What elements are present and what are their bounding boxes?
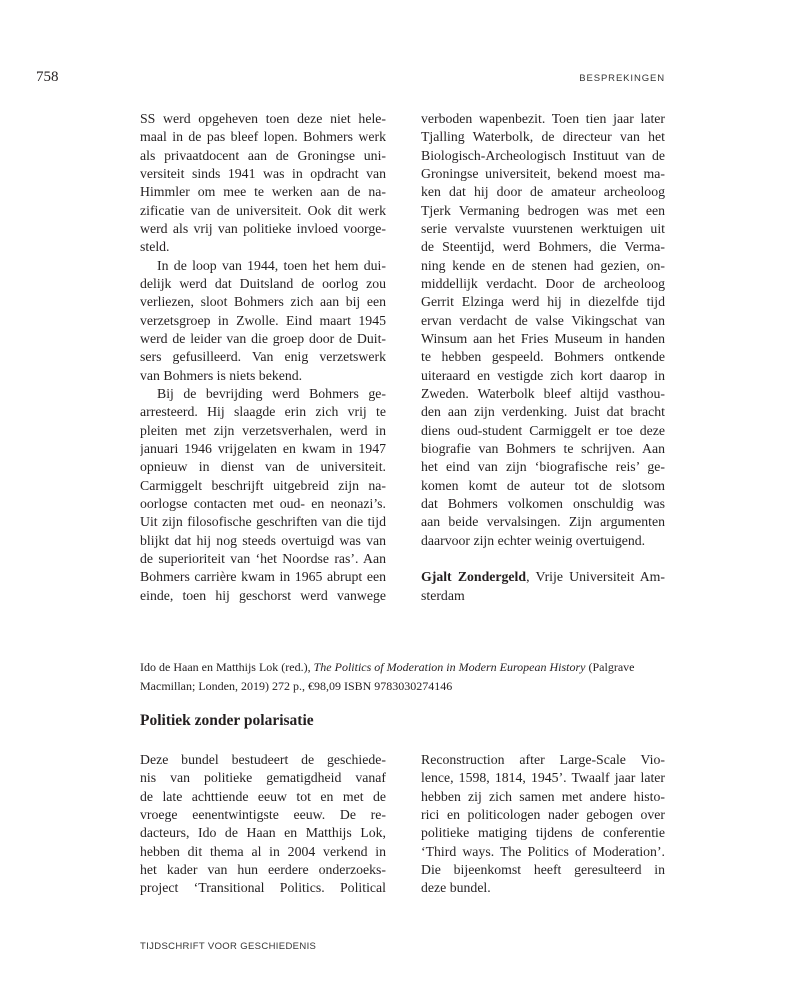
text-line: verboden wapenbezit. Toen tien jaar later bbox=[421, 111, 665, 126]
paragraph-start-line: Bij de bevrijding werd Bohmers ge- bbox=[157, 385, 386, 401]
review2-right-column bbox=[421, 751, 665, 898]
text-line: den aan zijn verdenking. Juist dat bracht bbox=[421, 404, 665, 420]
review-title: Politiek zonder polarisatie bbox=[140, 712, 314, 729]
text-line: einde, toen hij geschorst werd vanwege bbox=[140, 587, 386, 603]
text-line: ervan verdacht de valse Vikingschat van bbox=[421, 312, 665, 328]
text-line: het eind van zijn ‘biografische reis’ ge- bbox=[421, 459, 665, 475]
text-line: ‘Third ways. The Politics of Moderation’. bbox=[421, 843, 665, 859]
reviewer-affiliation: , Vrije Universiteit Am- bbox=[526, 569, 665, 585]
text-line: Gerrit Elzinga werd hij in diezelfde tijd bbox=[421, 294, 665, 310]
paragraph-gap bbox=[421, 550, 665, 568]
text-line: Reconstruction after Large-Scale Vio- bbox=[421, 752, 665, 767]
text-line: Die bijeenkomst heeft geresulteerd in bbox=[421, 861, 665, 877]
text-line: blijkt dat hij nog steeds overtuigd was van bbox=[140, 532, 386, 548]
text-line: project ‘Transitional Politics. Political bbox=[140, 880, 386, 896]
text-line: verzetsgroep in Zwolle. Eind maart 1945 bbox=[140, 312, 386, 328]
text-line: politieke matiging tijdens de conferentie bbox=[421, 825, 665, 841]
text-line: pleiten met zijn verzetsverhalen, werd in bbox=[140, 422, 386, 438]
text-line: Carmiggelt beschrijft uitgebreid zijn na- bbox=[140, 477, 386, 493]
citation-book-title: The Politics of Moderation in Modern European History bbox=[313, 660, 586, 674]
text-line: oorlogse contacten met oud- en neonazi’s. bbox=[140, 495, 386, 511]
text-line: dacteurs, Ido de Haan en Matthijs Lok, bbox=[140, 825, 386, 841]
text-line: versiteit sinds 1941 was in opdracht van bbox=[140, 165, 386, 181]
text-line: lence, 1598, 1814, 1945’. Twaalf jaar later bbox=[421, 770, 665, 786]
text-line: maal in de pas bleef lopen. Bohmers werk bbox=[140, 129, 386, 145]
text-line: serie vervalste vuurstenen werktuigen uit bbox=[421, 220, 665, 236]
running-head: BESPREKINGEN bbox=[579, 73, 665, 84]
paragraph-start-line: In de loop van 1944, toen het hem dui- bbox=[157, 257, 386, 273]
text-line: als privaatdocent aan de Groningse uni- bbox=[140, 147, 386, 163]
text-line: Himmler om mee te werken aan de na- bbox=[140, 184, 386, 200]
journal-footer: TIJDSCHRIFT VOOR GESCHIEDENIS bbox=[140, 941, 317, 952]
text-line: Tjalling Waterbolk, de directeur van het bbox=[421, 129, 665, 145]
text-line: biografie van Bohmers te schrijven. Aan bbox=[421, 440, 665, 456]
text-line: daarvoor zijn echter weinig overtuigend. bbox=[421, 532, 646, 548]
text-line: rici en politicologen nader gebogen over bbox=[421, 806, 665, 822]
text-line: aan beide vervalsingen. Zijn argumenten bbox=[421, 514, 665, 530]
reviewer-affiliation-continued: sterdam bbox=[421, 587, 465, 603]
text-line: te hebben gespeeld. Bohmers ontkende bbox=[421, 349, 665, 365]
text-line: januari 1946 vrijgelaten en kwam in 1947 bbox=[140, 440, 386, 456]
text-line: ken dat hij door de amateur archeoloog bbox=[421, 184, 665, 200]
text-line: diens oud-student Carmiggelt er toe deze bbox=[421, 422, 665, 438]
text-line: sers gefusilleerd. Van enig verzetswerk bbox=[140, 349, 386, 365]
page-number: 758 bbox=[36, 69, 59, 85]
text-line: Deze bundel bestudeert de geschiede- bbox=[140, 752, 386, 767]
text-line: ning kende en de stenen had gezien, on- bbox=[421, 257, 665, 273]
reviewer-signature bbox=[421, 568, 665, 586]
text-line: Biologisch-Archeologisch Instituut van de bbox=[421, 147, 665, 163]
text-line: Tjerk Vermaning bedrogen was met een bbox=[421, 202, 665, 218]
text-line: deze bundel. bbox=[421, 880, 491, 896]
text-line: het kader van hun eerdere onderzoeks- bbox=[140, 861, 386, 877]
review2-left-column bbox=[140, 751, 386, 898]
text-line: Groningse universiteit, bekend moest ma- bbox=[421, 165, 665, 181]
reviewer-name: Gjalt Zondergeld bbox=[421, 569, 527, 585]
text-line: dat Bohmers volkomen onschuldig was bbox=[421, 495, 665, 511]
text-line: nis van politieke gematigdheid vanaf bbox=[140, 770, 386, 786]
text-line: de late achttiende eeuw tot en met de bbox=[140, 788, 386, 804]
book-citation bbox=[140, 658, 700, 695]
citation-authors: Ido de Haan en Matthijs Lok (red.), bbox=[140, 660, 314, 674]
text-line: vroege eenentwintigste eeuw. De re- bbox=[140, 806, 386, 822]
text-line: uiteraard en vestigde zich kort daarop in bbox=[421, 367, 665, 383]
text-line: opnieuw in dienst van de universiteit. bbox=[140, 459, 386, 475]
text-line: SS werd opgeheven toen deze niet hele- bbox=[140, 111, 386, 126]
text-line: Zweden. Waterbolk bleef altijd vasthou- bbox=[421, 385, 665, 401]
text-line: de superioriteit van ‘het Noordse ras’. Aan bbox=[140, 550, 386, 566]
text-line: de Steentijd, werd Bohmers, die Verma- bbox=[421, 239, 665, 255]
text-line: Uit zijn filosofische geschriften van die tijd bbox=[140, 514, 386, 530]
text-line: komen komt de auteur tot de slotsom bbox=[421, 477, 665, 493]
text-line: delijk werd dat Duitsland de oorlog zou bbox=[140, 275, 386, 291]
text-line: werd als vrij van politieke invloed voorge- bbox=[140, 220, 386, 236]
text-line: Bohmers carrière kwam in 1965 abrupt een bbox=[140, 569, 386, 585]
text-line: hebben zij zich samen met andere histo- bbox=[421, 788, 665, 804]
text-line: werd de leider van die groep door de Duit- bbox=[140, 330, 386, 346]
citation-line-1 bbox=[140, 658, 700, 677]
citation-publisher: (Palgrave bbox=[585, 660, 635, 674]
citation-line-2: Macmillan; Londen, 2019) 272 p., €98,09 ISBN 9783030274146 bbox=[140, 678, 453, 693]
text-line: steld. bbox=[140, 239, 170, 255]
text-line: middellijk verdacht. Door de archeoloog bbox=[421, 275, 665, 291]
text-line: verliezen, sloot Bohmers zich aan bij een bbox=[140, 294, 386, 310]
text-line: zificatie van de universiteit. Ook dit werk bbox=[140, 202, 386, 218]
text-line: van Bohmers is niets bekend. bbox=[140, 367, 303, 383]
text-line: hebben dit thema al in 2004 verkend in bbox=[140, 843, 386, 859]
review1-left-column bbox=[140, 110, 386, 605]
text-line: Winsum aan het Fries Museum in handen bbox=[421, 330, 665, 346]
text-line: arresteerd. Hij slaagde erin zich vrij te bbox=[140, 404, 386, 420]
review1-right-column bbox=[421, 110, 665, 605]
